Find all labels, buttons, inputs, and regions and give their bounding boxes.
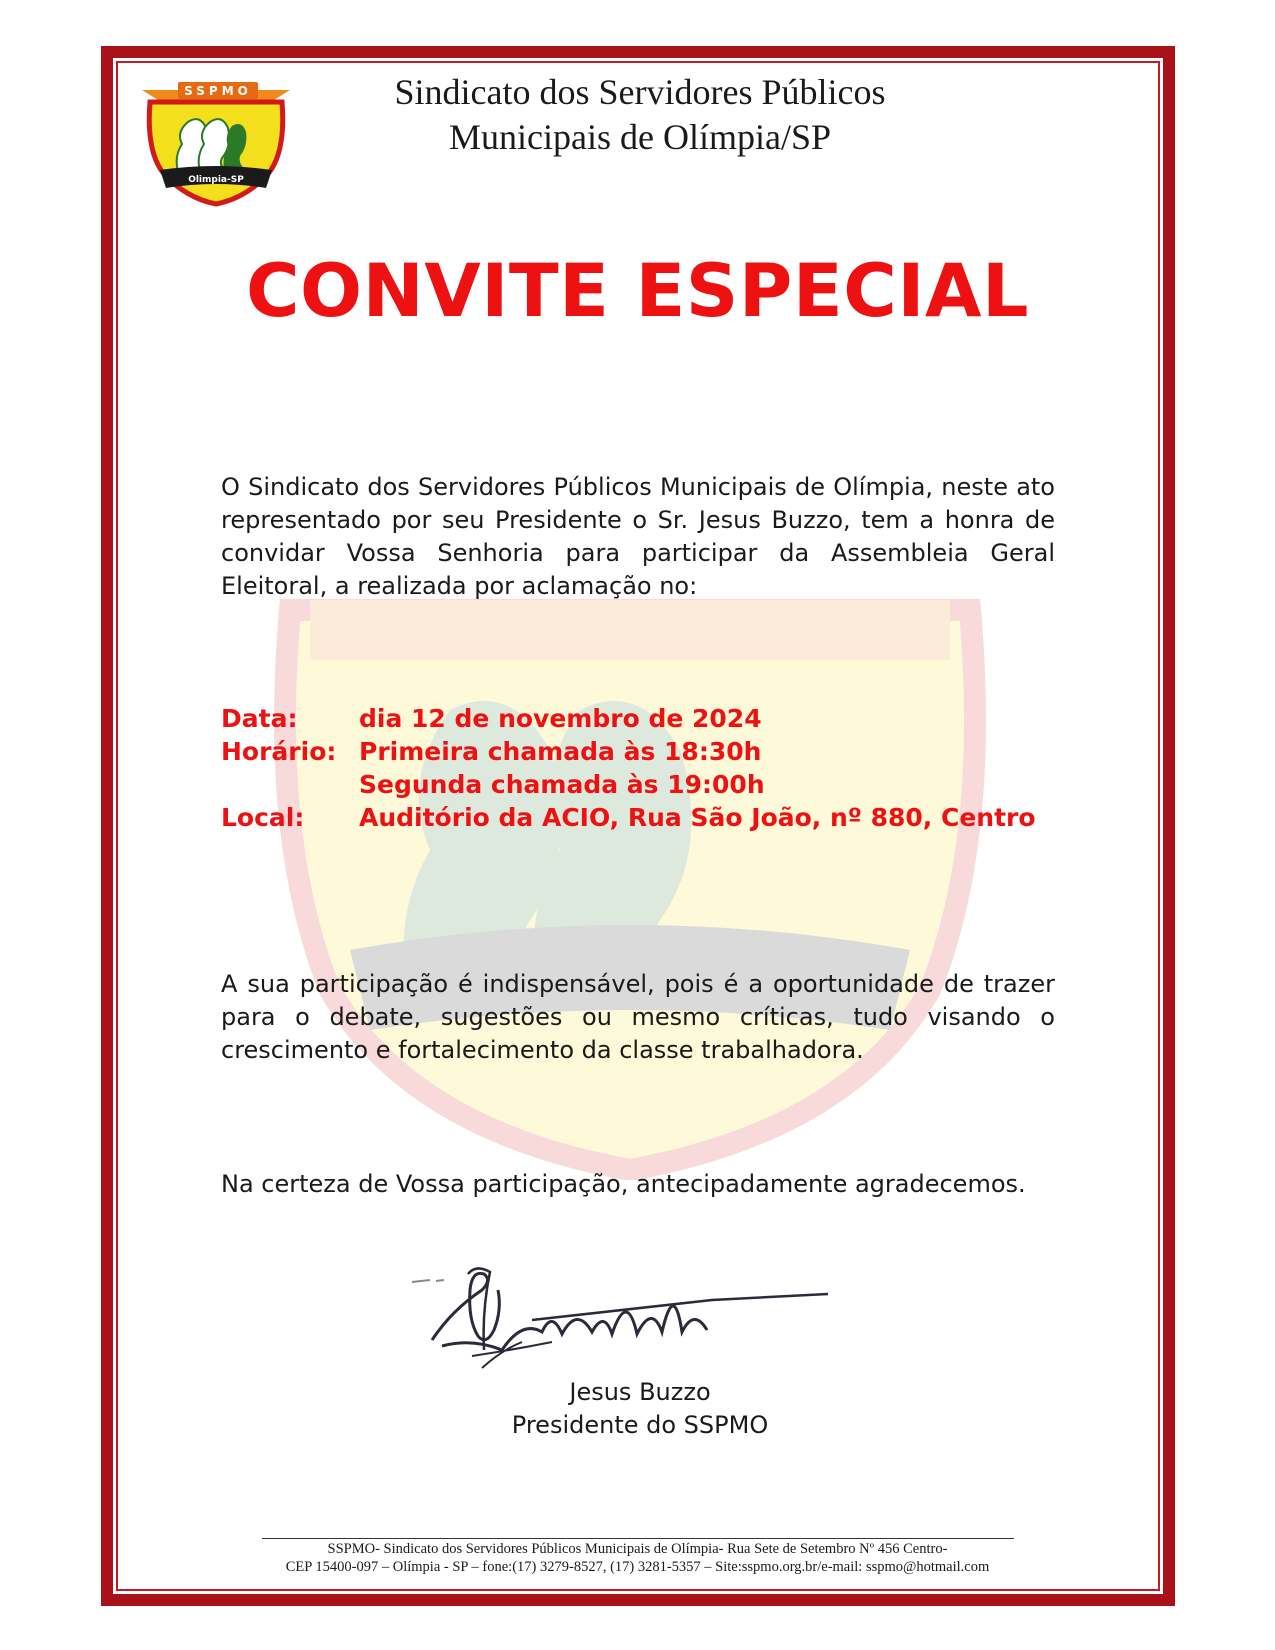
place-row: [221, 801, 1061, 834]
sspmo-shield-watermark-icon: [250, 590, 1010, 1180]
invitation-title: CONVITE ESPECIAL: [245, 249, 1030, 334]
place-value: Auditório da ACIO, Rua São João, nº 880, Centro: [359, 803, 1036, 832]
signer-role: Presidente do SSPMO: [511, 1411, 769, 1439]
closing-paragraph: Na certeza de Vossa participação, antecipadamente agradecemos.: [221, 1170, 1026, 1198]
logo-text-top: SSPMO: [184, 84, 252, 98]
organization-title-line-2: Municipais de Olímpia/SP: [449, 117, 831, 157]
date-row: [221, 702, 1061, 735]
signer-name: Jesus Buzzo: [569, 1378, 711, 1406]
footer: [150, 1540, 1125, 1576]
logo-text-bottom: Olimpia-SP: [188, 175, 244, 185]
organization-title-line-1: Sindicato dos Servidores Públicos: [394, 72, 886, 112]
signer-block: [440, 1376, 840, 1442]
intro-paragraph: O Sindicato dos Servidores Públicos Municipais de Olímpia, neste ato representado por seu Presidente o Sr. Jesus Buzzo, tem a honra de convidar Vossa Senhoria para participar da Assembleia Geral Eleitoral, a realizada por aclamação no:: [221, 473, 1055, 600]
time-value-first-call: Primeira chamada às 18:30h: [359, 737, 762, 766]
organization-title: [340, 70, 940, 160]
time-value-second-call: Segunda chamada às 19:00h: [359, 770, 765, 799]
footer-contact-line: CEP 15400-097 – Olímpia - SP – fone:(17) 3279-8527, (17) 3281-5357 – Site:sspmo.org.br/e-mail: sspmo@hotmail.com: [285, 1559, 990, 1575]
handwritten-signature-icon: [412, 1250, 872, 1380]
footer-address-line: SSPMO- Sindicato dos Servidores Públicos Municipais de Olímpia- Rua Sete de Setembro Nº 456 Centro-: [327, 1541, 948, 1557]
time-row: [221, 735, 1061, 768]
time-row-second: [221, 768, 1061, 801]
date-label: Data:: [221, 704, 298, 733]
footer-divider: [262, 1538, 1014, 1539]
body-paragraph: A sua participação é indispensável, pois é a oportunidade de trazer para o debate, sugestões ou mesmo críticas, tudo visando o crescimento e fortalecimento da classe trabalhadora.: [221, 970, 1055, 1064]
sspmo-shield-logo-icon: [134, 74, 298, 208]
date-value: dia 12 de novembro de 2024: [359, 704, 762, 733]
event-details: [221, 702, 1061, 834]
time-label: Horário:: [221, 737, 337, 766]
place-label: Local:: [221, 803, 305, 832]
